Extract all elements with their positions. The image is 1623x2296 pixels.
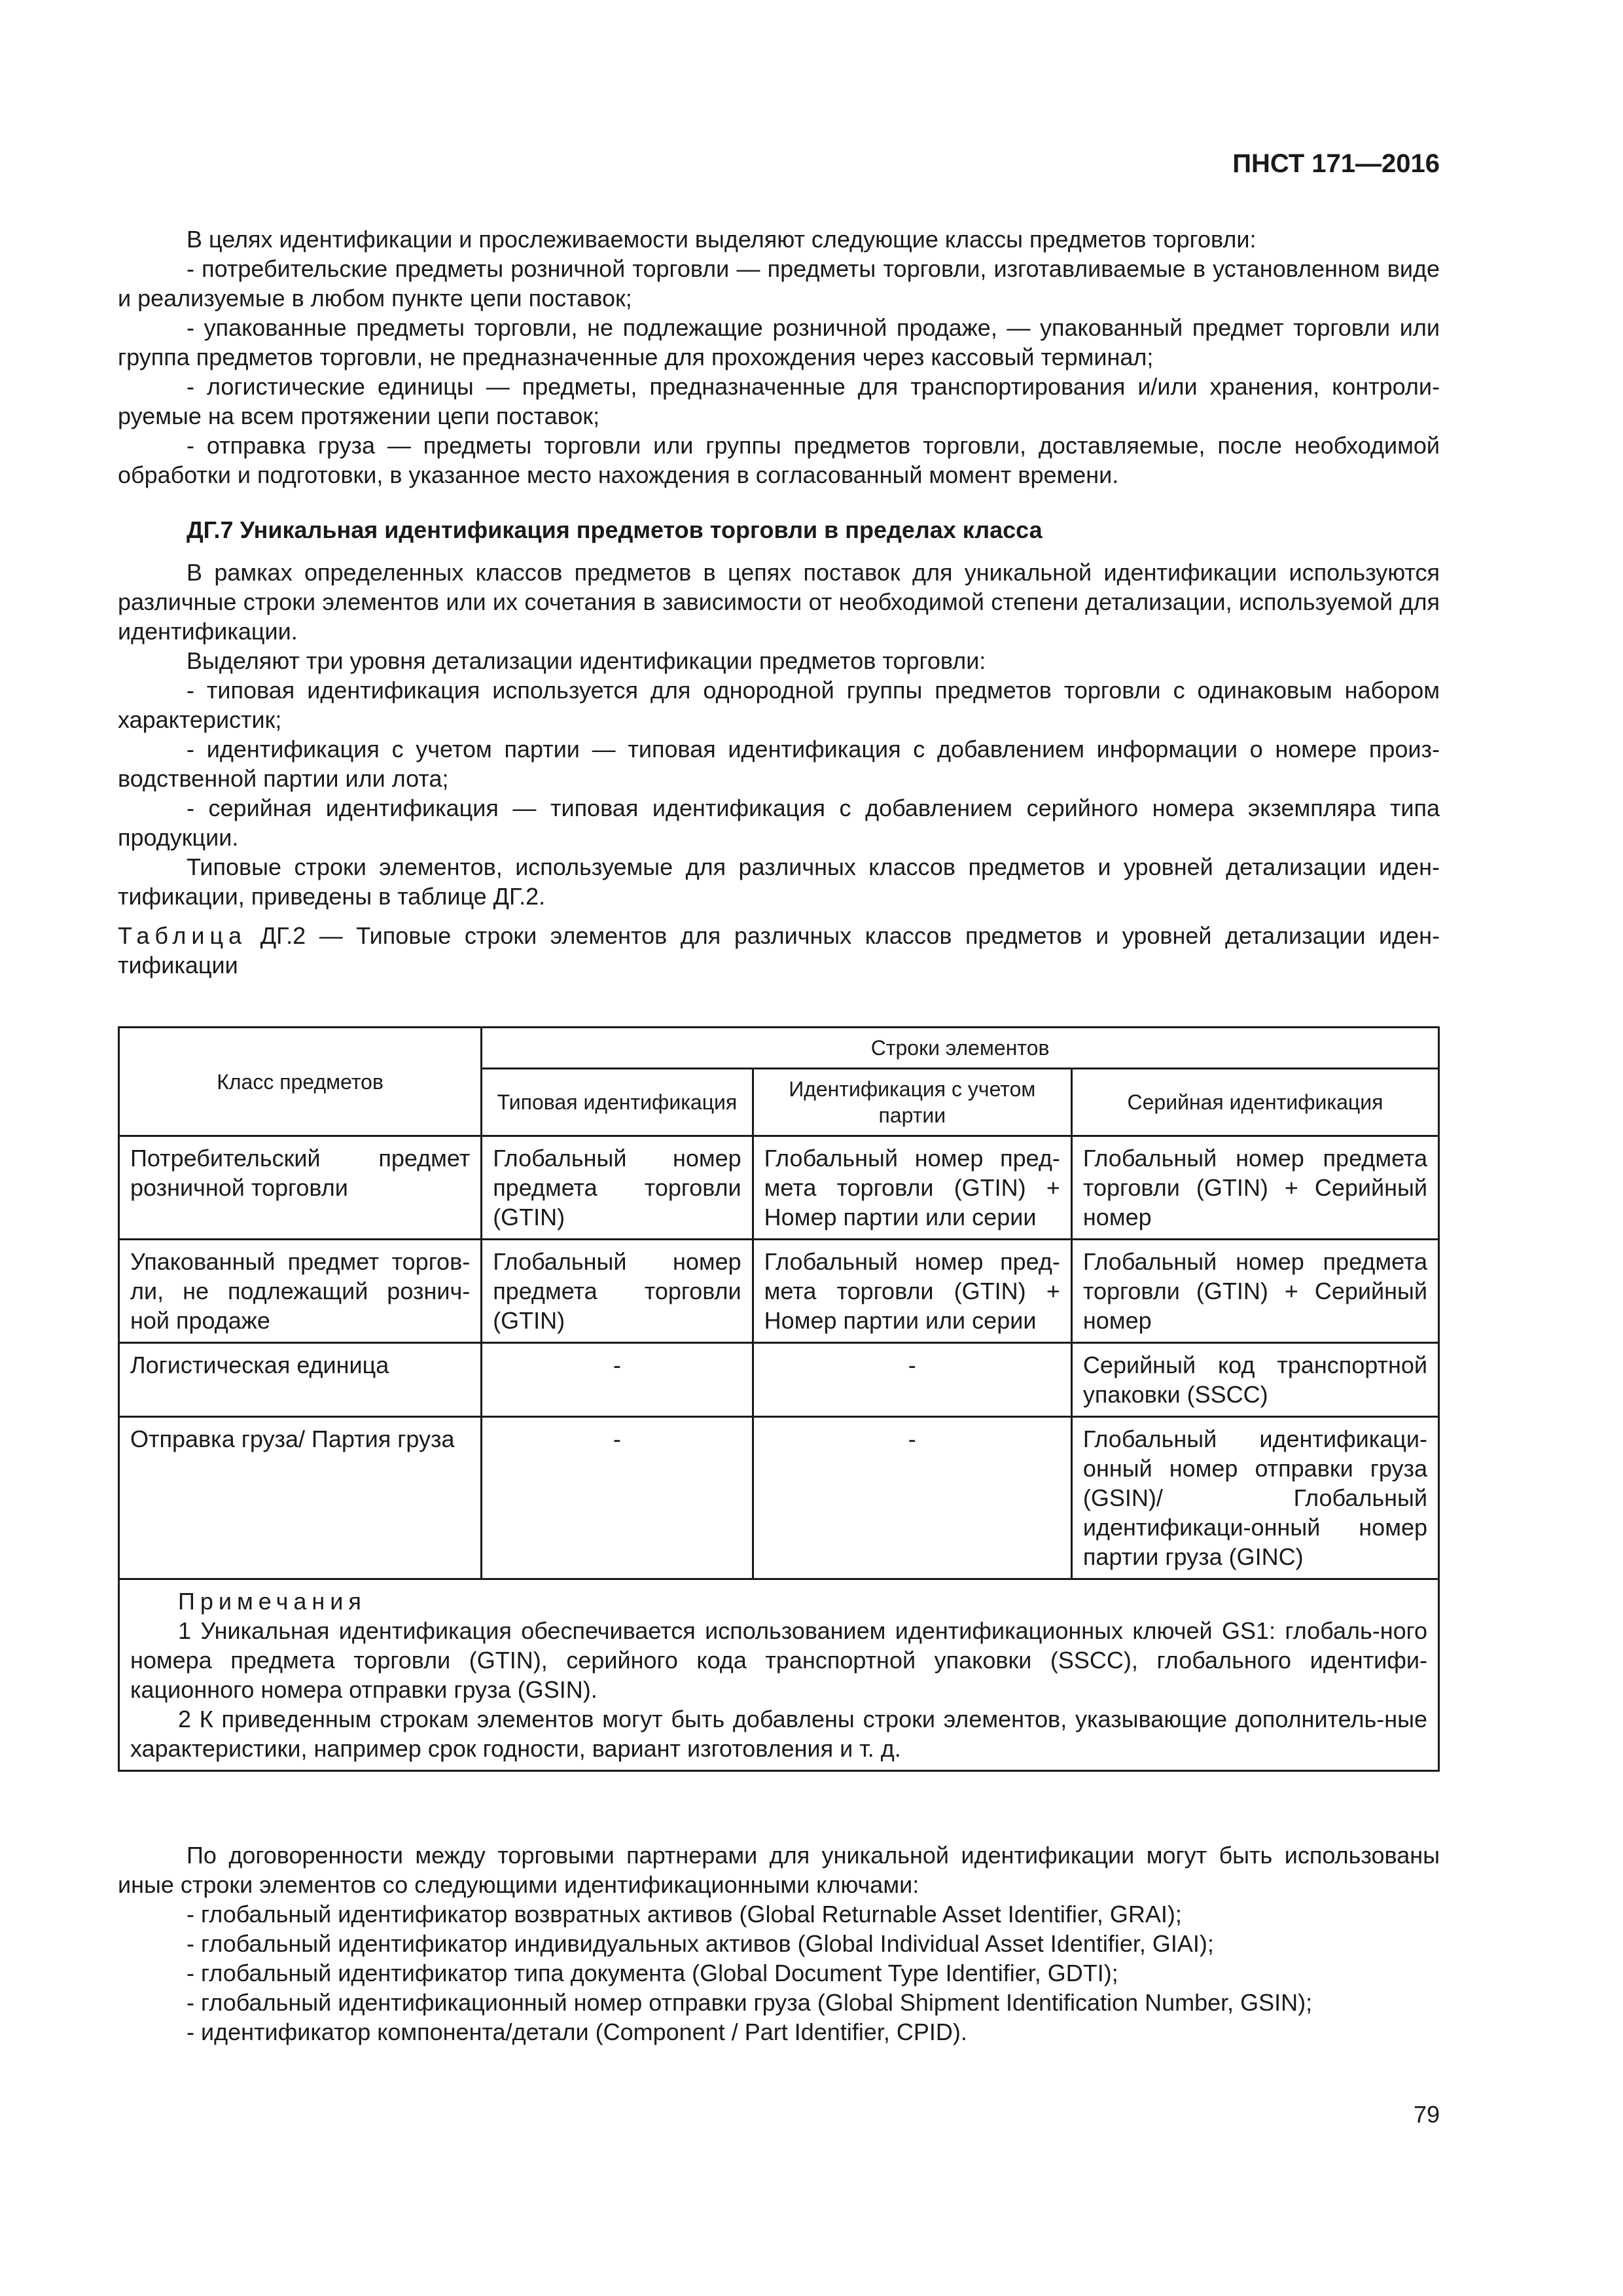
cell-class: Логистическая единица (119, 1343, 482, 1417)
table-row (119, 1343, 1439, 1417)
table-row (119, 1136, 1439, 1240)
table-notes (119, 1579, 1439, 1771)
cell-batch: - (753, 1343, 1071, 1417)
section-heading: ДГ.7 Уникальная идентификация предметов торговли в пределах класса (187, 516, 1043, 543)
page-number: 79 (1413, 2101, 1440, 2128)
table-notes-row (119, 1579, 1439, 1771)
header-serial: Серийная идентификация (1071, 1069, 1438, 1136)
list-item: - идентификатор компонента/детали (Component / Part Identifier, CPID). (187, 2018, 967, 2045)
table-caption-text: ДГ.2 — Типовые строки элементов для различных классов предметов и уровней детализации иден-тификации (118, 922, 1440, 978)
list-item: - глобальный идентификационный номер отправки груза (Global Shipment Identification Number, GSIN); (187, 1989, 1313, 2016)
cell-serial: Глобальный идентификаци-онный номер отправки груза (GSIN)/ Глобальный идентификаци-онный номер партии груза (GINC) (1071, 1417, 1438, 1579)
cell-class: Упакованный предмет торгов-ли, не подлежащий рознич-ной продаже (119, 1240, 482, 1343)
note-item: 2 К приведенным строкам элементов могут быть добавлены строки элементов, указывающие дополнитель-ные характеристики, например срок годности, вариант изготовления и т. д. (130, 1706, 1427, 1762)
paragraph-intro: В целях идентификации и прослеживаемости выделяют следующие классы предметов торговли: (187, 226, 1257, 253)
header-class: Класс предметов (119, 1028, 482, 1136)
section-trade-item-classes (118, 224, 1440, 490)
paragraph: Выделяют три уровня детализации идентификации предметов торговли: (187, 647, 986, 674)
cell-batch: Глобальный номер пред-мета торговли (GTIN) + Номер партии или серии (753, 1136, 1071, 1240)
list-item: - глобальный идентификатор возвратных активов (Global Returnable Asset Identifier, GRAI); (187, 1901, 1182, 1928)
notes-title: Примечания (178, 1588, 366, 1615)
cell-serial: Серийный код транспортной упаковки (SSCC) (1071, 1343, 1438, 1417)
list-item: - идентификация с учетом партии — типовая идентификация с добавлением информации о номере произ-водственной партии или лота; (118, 736, 1440, 792)
cell-typical: Глобальный номер предмета торговли (GTIN) (482, 1240, 753, 1343)
table-row (119, 1417, 1439, 1579)
note-item: 1 Уникальная идентификация обеспечивается использованием идентификационных ключей GS1: глобаль-ного номера предмета торговли (GTIN), серийного кода транспортной упаковки (SSCC), глобального идентифи-кационного номера отправки груза (GSIN). (130, 1617, 1427, 1703)
document-code-header: ПНСТ 171—2016 (1232, 149, 1440, 178)
paragraph: В рамках определенных классов предметов в цепях поставок для уникальной идентификации используются различные строки элементов или их сочетания в зависимости от необходимой степени детализации, используемой для идентификации. (118, 559, 1440, 645)
section-other-keys (118, 1840, 1440, 2047)
cell-class: Отправка груза/ Партия груза (119, 1417, 482, 1579)
cell-batch: - (753, 1417, 1071, 1579)
table-caption-label: Таблица (118, 922, 247, 949)
table-caption (118, 921, 1440, 980)
cell-typical: - (482, 1343, 753, 1417)
section-unique-identification (118, 515, 1440, 980)
list-item: - логистические единицы — предметы, предназначенные для транспортирования и/или хранения, контроли-руемые на всем протяжении цепи поставок; (118, 373, 1440, 429)
table-row (119, 1240, 1439, 1343)
paragraph: Типовые строки элементов, используемые для различных классов предметов и уровней детализации иден-тификации, приведены в таблице ДГ.2. (118, 853, 1440, 910)
list-item: - серийная идентификация — типовая идентификация с добавлением серийного номера экземпляра типа продукции. (118, 795, 1440, 851)
list-item: - глобальный идентификатор типа документа (Global Document Type Identifier, GDTI); (187, 1960, 1118, 1986)
cell-class: Потребительский предмет розничной торговли (119, 1136, 482, 1240)
header-batch: Идентификация с учетом партии (753, 1069, 1071, 1136)
paragraph: По договоренности между торговыми партнерами для уникальной идентификации могут быть использованы иные строки элементов со следующими идентификационными ключами: (118, 1842, 1440, 1898)
cell-batch: Глобальный номер пред-мета торговли (GTIN) + Номер партии или серии (753, 1240, 1071, 1343)
header-typical: Типовая идентификация (482, 1069, 753, 1136)
list-item: - потребительские предметы розничной торговли — предметы торговли, изготавливаемые в установленном виде и реализуемые в любом пункте цепи поставок; (118, 255, 1440, 312)
list-item: - типовая идентификация используется для однородной группы предметов торговли с одинаковым набором характеристик; (118, 677, 1440, 733)
cell-serial: Глобальный номер предмета торговли (GTIN) + Серийный номер (1071, 1136, 1438, 1240)
cell-serial: Глобальный номер предмета торговли (GTIN) + Серийный номер (1071, 1240, 1438, 1343)
list-item: - упакованные предметы торговли, не подлежащие розничной продаже, — упакованный предмет торговли или группа предметов торговли, не предназначенные для прохождения через кассовый терминал; (118, 314, 1440, 370)
identification-table (118, 1026, 1440, 1772)
list-item: - глобальный идентификатор индивидуальных активов (Global Individual Asset Identifier, GIAI); (187, 1930, 1214, 1957)
cell-typical: Глобальный номер предмета торговли (GTIN) (482, 1136, 753, 1240)
cell-typical: - (482, 1417, 753, 1579)
list-item: - отправка груза — предметы торговли или группы предметов торговли, доставляемые, после необходимой обработки и подготовки, в указанное место нахождения в согласованный момент времени. (118, 432, 1440, 488)
header-element-strings: Строки элементов (482, 1028, 1439, 1069)
